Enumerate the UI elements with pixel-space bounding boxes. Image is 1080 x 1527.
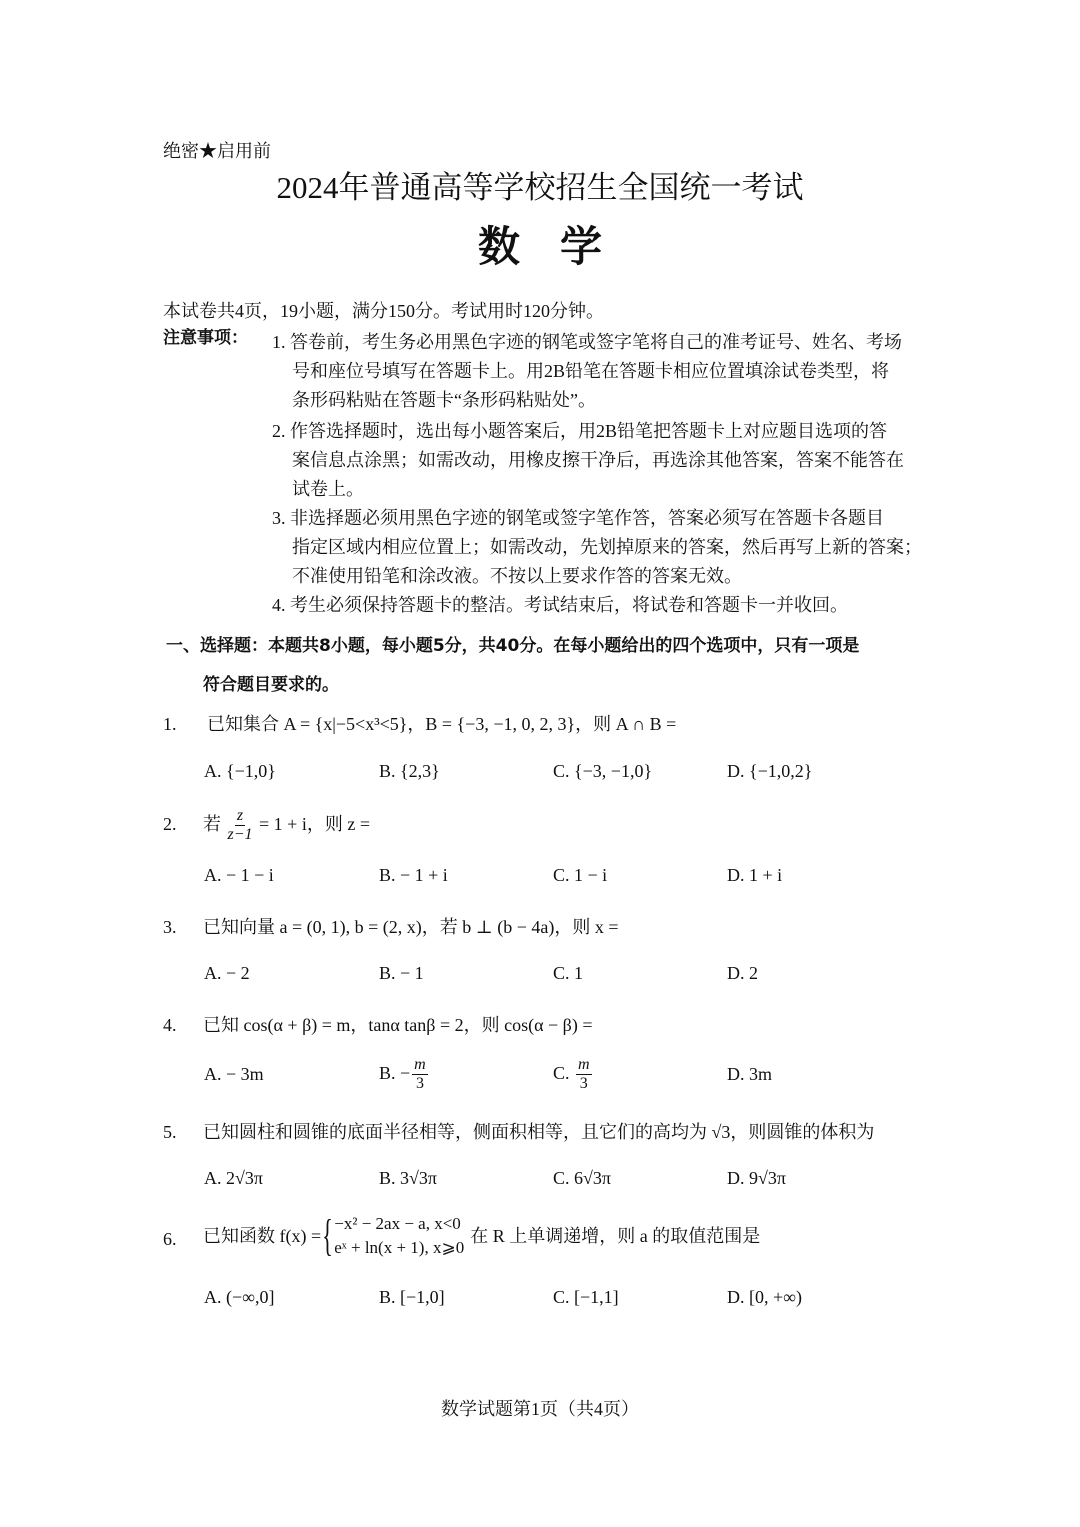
stem-prefix: 已知函数 f(x) = <box>203 1225 322 1246</box>
stem-suffix: 在 R 上单调递增，则 a 的取值范围是 <box>470 1225 761 1246</box>
section-heading: 一、选择题：本题共8小题，每小题5分，共40分。在每小题给出的四个选项中，只有一项是 <box>166 636 860 656</box>
note-line: 3. 非选择题必须用黑色字迹的钢笔或签字笔作答，答案必须写在答题卡各题目 <box>272 508 884 528</box>
question-number: 2. <box>163 814 177 834</box>
option-b: B. 3√3π <box>379 1168 437 1188</box>
option-c: C. {−3, −1,0} <box>553 761 653 781</box>
stem-suffix: = 1 + i，则 z = <box>259 814 370 834</box>
fraction-numerator: z <box>235 807 245 826</box>
note-line: 条形码粘贴在答题卡“条形码粘贴处”。 <box>292 390 596 410</box>
piecewise-cases <box>334 1212 464 1260</box>
question-stem: 已知集合 A = {x|−5<x³<5}，B = {−3, −1, 0, 2, 3}，则 A ∩ B = <box>207 714 677 734</box>
option-c: C. 6√3π <box>553 1168 611 1188</box>
confidential-label: 绝密★启用前 <box>163 141 271 161</box>
option-d: D. 9√3π <box>727 1168 786 1188</box>
note-line: 号和座位号填写在答题卡上。用2B铅笔在答题卡相应位置填涂试卷类型，将 <box>292 361 890 381</box>
notes-label: 注意事项： <box>163 328 248 348</box>
option-b: B. − 1 + i <box>379 865 448 885</box>
question-stem: 已知 cos(α + β) = m，tanα tanβ = 2，则 cos(α − β) = <box>203 1015 593 1035</box>
option-b <box>379 1052 430 1094</box>
option-d: D. 3m <box>727 1064 772 1084</box>
page-footer: 数学试题第1页（共4页） <box>441 1399 639 1419</box>
question-stem <box>203 804 370 845</box>
note-line: 4. 考生必须保持答题卡的整洁。考试结束后，将试卷和答题卡一并收回。 <box>272 595 848 615</box>
note-line: 指定区域内相应位置上；如需改动，先划掉原来的答案，然后再写上新的答案； <box>292 537 922 557</box>
option-a: A. 2√3π <box>204 1168 263 1188</box>
option-c: C. [−1,1] <box>553 1287 619 1307</box>
option-b: B. [−1,0] <box>379 1287 445 1307</box>
case-1: −x² − 2ax − a, x<0 <box>334 1214 461 1233</box>
option-d: D. 1 + i <box>727 865 783 885</box>
fraction-denominator: 3 <box>579 1075 588 1093</box>
option-d: D. {−1,0,2} <box>727 761 813 781</box>
option-a: A. − 1 − i <box>204 865 274 885</box>
option-c: C. 1 − i <box>553 865 608 885</box>
stem-prefix: 若 <box>203 814 221 834</box>
note-line: 试卷上。 <box>292 479 364 499</box>
fraction <box>412 1056 428 1094</box>
question-number: 1. <box>163 714 177 734</box>
fraction-numerator: m <box>412 1056 428 1075</box>
option-c: C. 1 <box>553 963 584 983</box>
option-b: B. − 1 <box>379 963 424 983</box>
subject-title: 数学 <box>477 222 642 271</box>
option-d: D. [0, +∞) <box>727 1287 802 1307</box>
fraction <box>576 1056 592 1094</box>
option-b: B. {2,3} <box>379 761 440 781</box>
option-a: A. (−∞,0] <box>204 1287 275 1307</box>
question-stem: 已知圆柱和圆锥的底面半径相等，侧面积相等，且它们的高均为 √3，则圆锥的体积为 <box>203 1122 875 1142</box>
question-stem <box>203 1212 760 1260</box>
option-label: C. <box>553 1063 570 1083</box>
option-label: B. − <box>379 1063 411 1083</box>
case-2: eˣ + ln(x + 1), x⩾0 <box>334 1237 465 1257</box>
question-number: 6. <box>163 1229 177 1249</box>
intro-text: 本试卷共4页，19小题，满分150分。考试用时120分钟。 <box>163 301 604 321</box>
option-c <box>553 1052 594 1094</box>
option-d: D. 2 <box>727 963 758 983</box>
note-line: 案信息点涂黑；如需改动，用橡皮擦干净后，再选涂其他答案，答案不能答在 <box>292 450 904 470</box>
option-a: A. − 2 <box>204 963 250 983</box>
question-stem: 已知向量 a = (0, 1), b = (2, x)，若 b ⊥ (b − 4a)，则 x = <box>203 917 619 937</box>
note-line: 2. 作答选择题时，选出每小题答案后，用2B铅笔把答题卡上对应题目选项的答 <box>272 421 888 441</box>
fraction-denominator: 3 <box>415 1075 424 1093</box>
fraction-denominator: z−1 <box>227 826 253 844</box>
question-number: 5. <box>163 1122 177 1142</box>
question-number: 3. <box>163 917 177 937</box>
question-number: 4. <box>163 1015 177 1035</box>
option-a: A. {−1,0} <box>204 761 276 781</box>
option-a: A. − 3m <box>204 1064 264 1084</box>
note-line: 不准使用铅笔和涂改液。不按以上要求作答的答案无效。 <box>292 566 742 586</box>
fraction-numerator: m <box>576 1056 592 1075</box>
fraction <box>228 807 253 845</box>
section-heading-cont: 符合题目要求的。 <box>203 675 339 695</box>
brace: { <box>322 1210 333 1260</box>
note-line: 1. 答卷前，考生务必用黑色字迹的钢笔或签字笔将自己的准考证号、姓名、考场 <box>272 332 902 352</box>
exam-title: 2024年普通高等学校招生全国统一考试 <box>276 170 804 205</box>
